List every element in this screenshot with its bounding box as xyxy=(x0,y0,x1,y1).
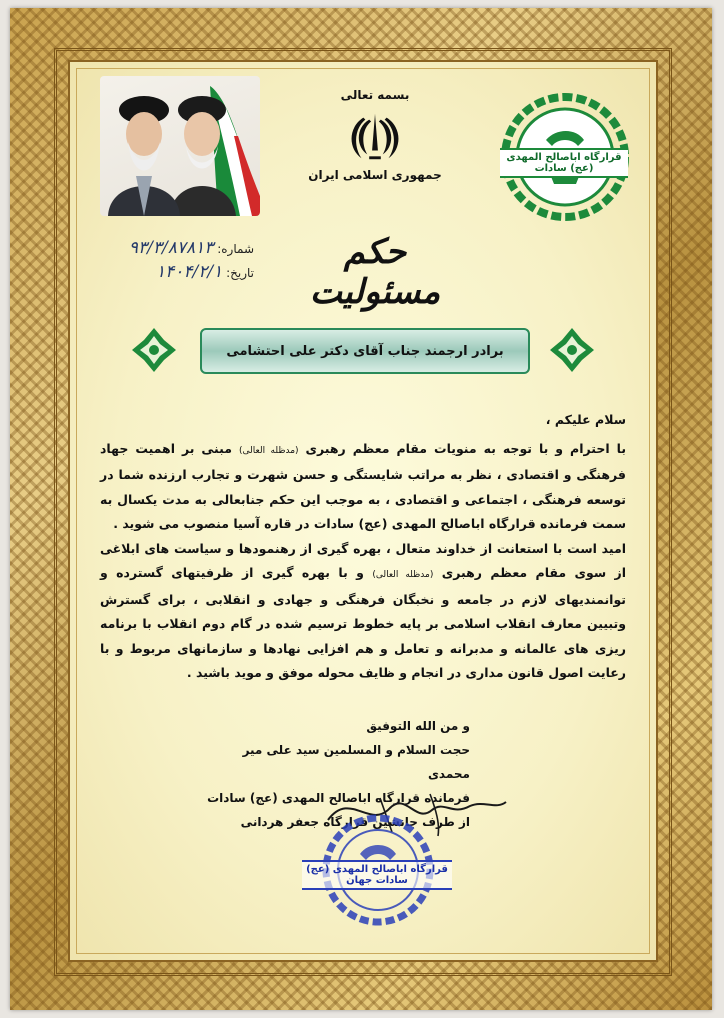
decorative-frame xyxy=(10,8,712,1010)
paragraph-2-part-a: امید است با استعانت از خداوند متعال ، بهره گیری از رهنمودها و سیاست های ابلاغی از سوی مقام معظم رهبری xyxy=(100,540,627,580)
official-stamp xyxy=(298,810,458,930)
paragraph-1-part-a: با احترام و با توجه به منویات مقام معظم رهبری xyxy=(298,440,627,456)
date-label: تاریخ: xyxy=(226,266,254,280)
salutation: سلام علیکم ، xyxy=(545,412,626,427)
qarargah-logo-text: قرارگاه اباصالح المهدی (عج) سادات xyxy=(500,148,628,178)
certificate-title: حکم مسئولیت xyxy=(309,232,441,312)
arabesque-ornament-icon xyxy=(548,326,596,374)
certificate-body xyxy=(100,408,626,686)
paragraph-1-part-b: مبنی بر اهمیت جهاد فرهنگی و اقتصادی ، نظر به مراتب شایستگی و حسن شهرت و تجارب ارزنده شما در توسعه فرهنگی ، اجتماعی و اقتصادی ، به موجب این حکم جنابعالی به مدت یکسال به سمت فرمانده قرارگاه اباصالح المهدی (عج) سادات در قاره آسیا منصوب می شوید . xyxy=(100,440,626,531)
recipient-banner xyxy=(130,324,596,376)
recipient-name: برادر ارجمند جناب آقای دکتر علی احتشامی xyxy=(200,328,530,374)
document-date xyxy=(94,262,254,282)
paragraph-1 xyxy=(100,437,626,537)
qarargah-logo xyxy=(486,88,644,226)
paragraph-2-part-b: و با بهره گیری از ظرفیتهای گسترده و توانمندیهای لازم در جامعه و نخبگان فرهنگی و جهادی و انقلابی ، برای گسترش وتبیین معارف انقلاب اسلامی بر پایه خطوط ترسیم شده در گام دوم انقلاب با برنامه ریزی های عالمانه و مدبرانه و تعامل و هم افزایی نهادها و سازمانهای مربوط و با رعایت اصول قانون مداری در انجام و ظایف محوله موفق و موید باشید . xyxy=(100,565,626,680)
leaders-portrait-image xyxy=(100,76,260,216)
certificate-paper xyxy=(68,60,658,962)
stamp-text: قرارگاه اباصالح المهدی (عج) سادات جهان xyxy=(302,860,452,890)
paragraph-2 xyxy=(100,537,626,686)
on-behalf-line: از طرف جانشین قرارگاه جعفر هردانی xyxy=(240,815,470,829)
signer-name: حجت السلام و المسلمین سید علی میر محمدی xyxy=(242,743,470,781)
number-value: ۹۳/۳/۸۷۸۱۳ xyxy=(128,238,214,258)
number-label: شماره: xyxy=(217,242,254,256)
republic-text: جمهوری اسلامی ایران xyxy=(308,168,442,182)
bismillah-text: بسمه تعالی xyxy=(340,88,410,102)
iran-emblem-icon xyxy=(346,108,404,166)
signer-title: فرمانده قرارگاه اباصالح المهدی (عج) سادات xyxy=(207,791,470,805)
document-number xyxy=(94,238,254,258)
date-value: ۱۴۰۴/۲/۱ xyxy=(156,262,223,282)
emblem-block xyxy=(305,88,445,182)
honorific: (مدظله العالی) xyxy=(372,570,434,580)
arabesque-ornament-icon xyxy=(130,326,178,374)
honorific: (مدظله العالی) xyxy=(238,445,299,456)
closing-line: و من الله التوفیق xyxy=(366,719,470,733)
